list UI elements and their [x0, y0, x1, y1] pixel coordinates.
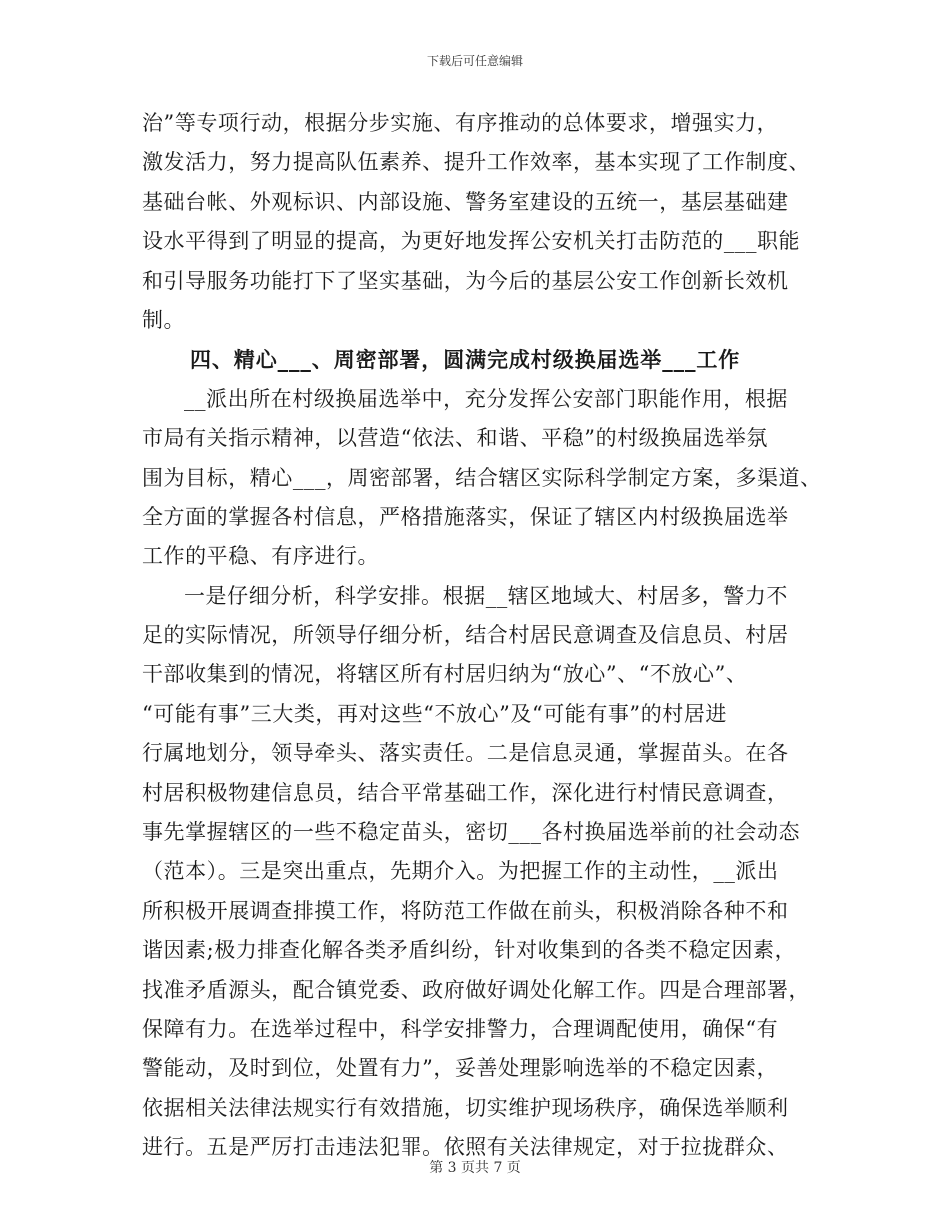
paragraph-line: 基础台帐、外观标识、内部设施、警务室建设的五统一，基层基础建 — [142, 189, 789, 214]
paragraph-line: 所积极开展调查排摸工作，将防范工作做在前头，积极消除各种不和 — [142, 898, 789, 923]
paragraph-line: 和引导服务功能打下了坚实基础，为今后的基层公安工作创新长效机 — [142, 268, 789, 293]
paragraph-line: 一是仔细分析，科学安排。根据__辖区地域大、村居多，警力不 — [184, 583, 788, 608]
paragraph-line: 事先掌握辖区的一些不稳定苗头，密切___各村换届选举前的社会动态 — [142, 820, 801, 845]
paragraph-line: 市局有关指示精神，以营造“依法、和谐、平稳”的村级换届选举氛 — [142, 426, 768, 451]
paragraph-line: 工作的平稳、有序进行。 — [142, 544, 380, 569]
page-header: 下载后可任意编辑 — [426, 54, 523, 68]
paragraph-line: 足的实际情况，所领导仔细分析，结合村居民意调查及信息员、村居 — [142, 623, 789, 648]
paragraph-line: 干部收集到的情况，将辖区所有村居归纳为“放心”、“不放心”、 — [142, 662, 748, 687]
paragraph-line: “可能有事”三大类，再对这些“不放心”及“可能有事”的村居进 — [142, 701, 727, 726]
paragraph-line: 保障有力。在选举过程中，科学安排警力，合理调配使用，确保“有 — [142, 1016, 779, 1041]
paragraph-line: 激发活力，努力提高队伍素养、提升工作效率，基本实现了工作制度、 — [142, 150, 811, 175]
paragraph-line: （范本）。三是突出重点，先期介入。为把握工作的主动性，__派出 — [142, 859, 779, 884]
paragraph-line: 全方面的掌握各村信息，严格措施落实，保证了辖区内村级换届选举 — [142, 504, 789, 529]
paragraph-line: 谐因素;极力排查化解各类矛盾纠纷，针对收集到的各类不稳定因素， — [142, 938, 797, 963]
paragraph-line: 依据相关法律法规实行有效措施，切实维护现场秩序，确保选举顺利 — [142, 1095, 789, 1120]
paragraph-line: 村居积极物建信息员，结合平常基础工作，深化进行村情民意调查， — [142, 780, 789, 805]
paragraph-line: 找准矛盾源头，配合镇党委、政府做好调处化解工作。四是合理部署， — [142, 977, 811, 1002]
paragraph-line: 围为目标，精心___，周密部署，结合辖区实际科学制定方案，多渠道、 — [142, 465, 822, 490]
paragraph-line: 治”等专项行动，根据分步实施、有序推动的总体要求，增强实力， — [142, 111, 779, 135]
paragraph-line: 行属地划分，领导牵头、落实责任。二是信息灵通，掌握苗头。在各 — [142, 741, 789, 766]
paragraph-line: 制。 — [142, 307, 186, 332]
paragraph-line: 警能动，及时到位，处置有力”，妥善处理影响选举的不稳定因素， — [142, 1056, 779, 1081]
page-footer: 第 3 页共 7 页 — [429, 1160, 521, 1176]
section-heading: 四、精心___、周密部署，圆满完成村级换届选举___工作 — [190, 347, 741, 373]
paragraph-line: 设水平得到了明显的提高，为更好地发挥公安机关打击防范的___职能 — [142, 229, 801, 254]
paragraph-line: 进行。五是严厉打击违法犯罪。依照有关法律规定，对于拉拢群众、 — [142, 1135, 789, 1160]
document-body — [142, 104, 822, 1168]
paragraph-line: __派出所在村级换届选举中，充分发挥公安部门职能作用，根据 — [184, 386, 788, 411]
